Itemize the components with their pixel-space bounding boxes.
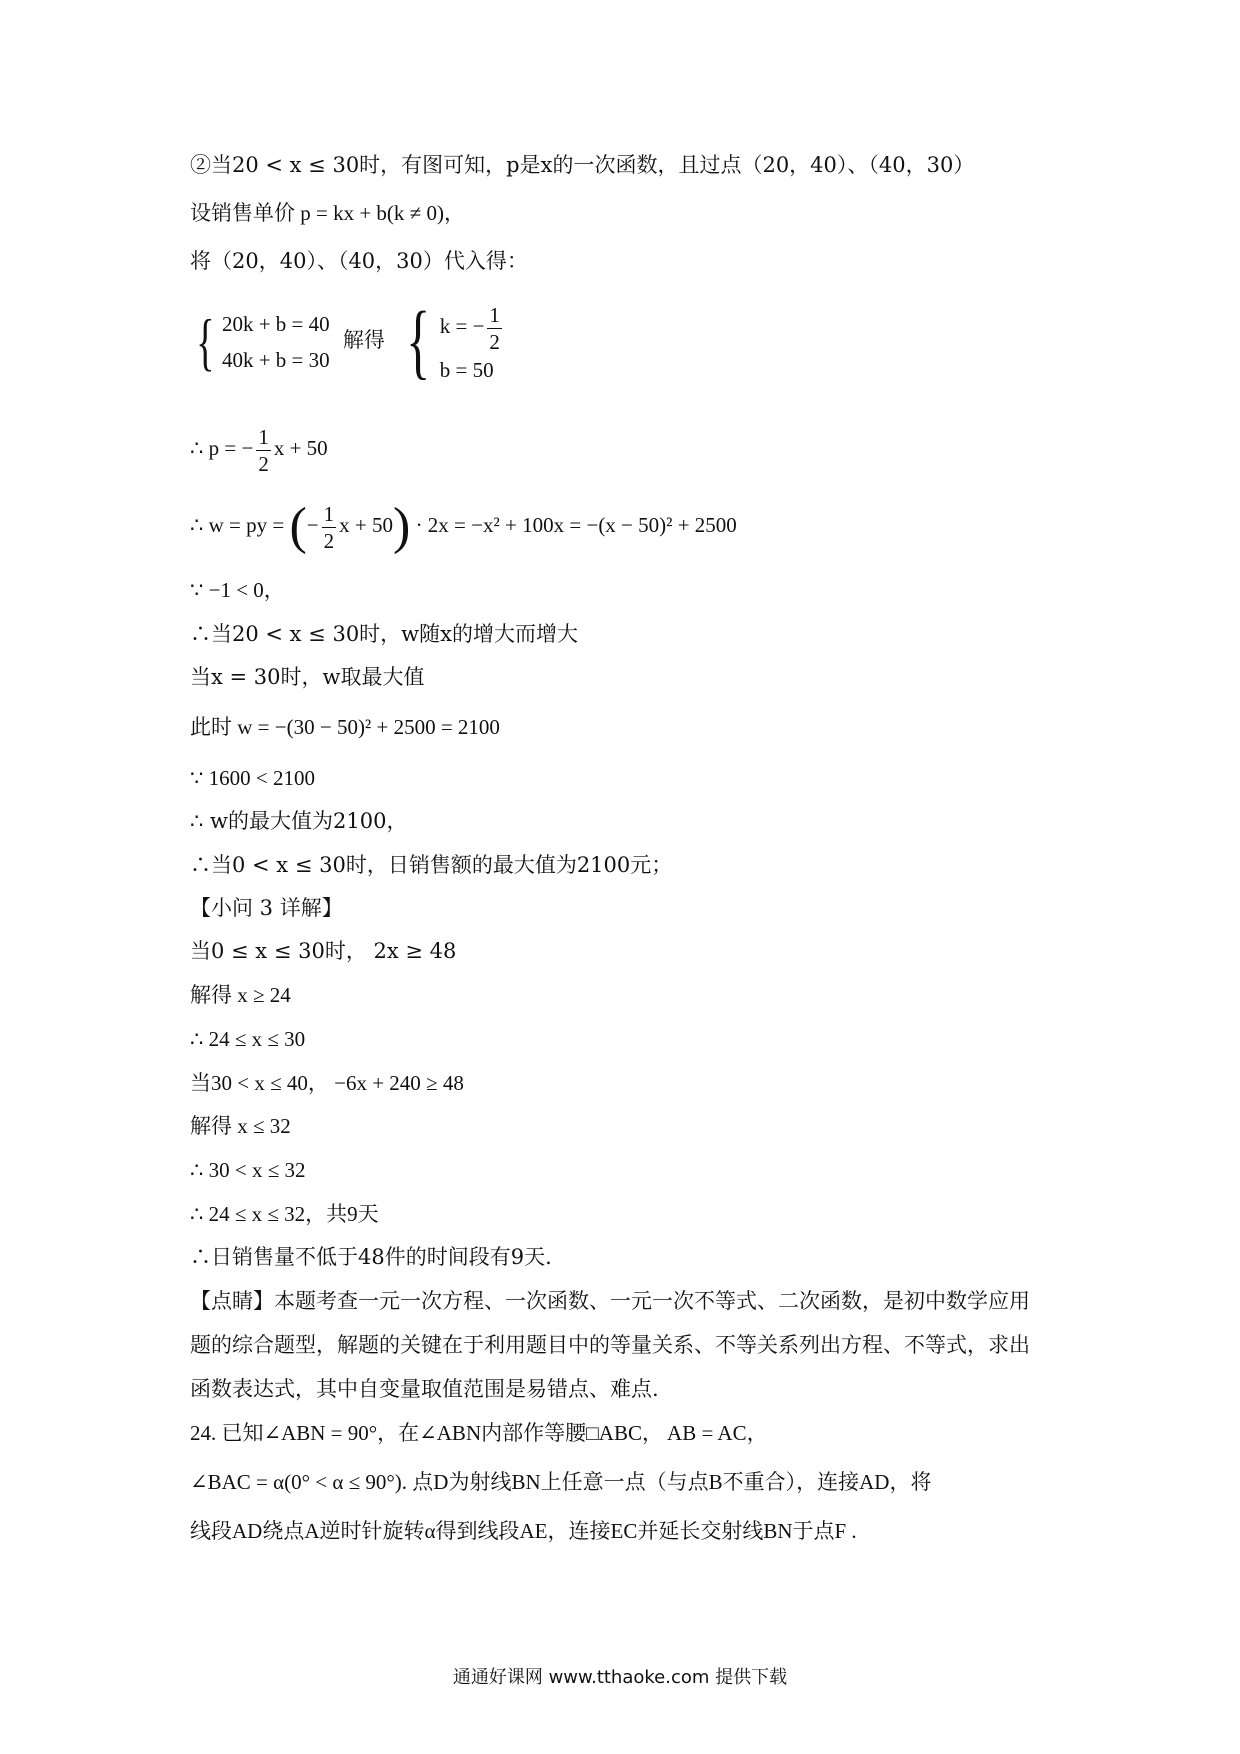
text-line-15: 当0 ≤ x ≤ 30时， 2x ≥ 48 <box>190 939 457 963</box>
system-left <box>222 306 330 378</box>
fraction <box>322 501 337 554</box>
text-line-17: ∴ 24 ≤ x ≤ 30 <box>190 1027 306 1051</box>
section-heading-q3: 【小问 3 详解】 <box>190 896 343 920</box>
fraction <box>487 302 502 355</box>
problem-24-line-2: ∠BAC = α(0° < α ≤ 90°). 点D为射线BN上任意一点（与点B不重合），连接AD，将 <box>190 1470 932 1494</box>
w-expr-pre: ∴ w = py = <box>190 513 285 537</box>
solution-k-text: k = − <box>439 314 485 338</box>
text-line-16: 解得 x ≥ 24 <box>190 983 291 1007</box>
right-brace: { <box>406 295 431 389</box>
left-brace: { <box>196 306 215 378</box>
solution-b: b = 50 <box>439 357 494 382</box>
text-line-18: 当30 < x ≤ 40， −6x + 240 ≥ 48 <box>190 1071 464 1095</box>
left-paren: ( <box>289 498 307 556</box>
solve-label: 解得 <box>342 328 385 353</box>
fraction-denominator: 2 <box>489 329 500 354</box>
text-line-22: ∴日销售量不低于48件的时间段有9天. <box>190 1245 552 1269</box>
page-footer: 通通好课网 www.tthaoke.com 提供下载 <box>452 1667 788 1688</box>
p-expr-pre: ∴ p = − <box>190 436 254 460</box>
problem-24-line-1: 24. 已知∠ABN = 90°，在∠ABN内部作等腰□ABC， AB = AC， <box>190 1421 768 1445</box>
w-inner-post: x + 50 <box>339 513 393 537</box>
text-line-12: ∴ w的最大值为2100， <box>190 809 408 833</box>
fraction <box>256 424 271 477</box>
text-line-p <box>190 418 328 478</box>
fraction-numerator: 1 <box>489 302 500 327</box>
text-line-3: 将（20，40）、（40，30）代入得： <box>190 249 528 273</box>
text-line-9: 当x = 30时，w取最大值 <box>190 665 425 689</box>
text-line-19: 解得 x ≤ 32 <box>190 1114 291 1138</box>
fraction-denominator: 2 <box>323 528 335 553</box>
w-inner-pre: − <box>306 513 319 537</box>
text-line-20: ∴ 30 < x ≤ 32 <box>190 1158 306 1182</box>
comment-line-2: 题的综合题型，解题的关键在于利用题目中的等量关系、不等关系列出方程、不等式，求出 <box>190 1333 1030 1357</box>
system-eq-2: 40k + b = 30 <box>221 348 330 373</box>
p-expr-post: x + 50 <box>273 436 328 460</box>
text-line-21: ∴ 24 ≤ x ≤ 32，共9天 <box>190 1202 379 1226</box>
fraction-numerator: 1 <box>323 501 335 526</box>
text-line-8: ∴当20 < x ≤ 30时，w随x的增大而增大 <box>190 622 578 646</box>
comment-line-3: 函数表达式，其中自变量取值范围是易错点、难点. <box>190 1377 659 1401</box>
text-line-1: ②当20 < x ≤ 30时，有图可知，p是x的一次函数，且过点（20，40）、（40，30） <box>190 153 975 177</box>
text-line-2: 设销售单价 p = kx + b(k ≠ 0)， <box>190 201 465 225</box>
w-expr-post: · 2x = −x² + 100x = −(x − 50)² + 2500 <box>415 513 737 537</box>
problem-24-line-3: 线段AD绕点A逆时针旋转α得到线段AE，连接EC并延长交射线BN于点F . <box>190 1519 857 1543</box>
right-paren: ) <box>392 498 411 556</box>
solution-k <box>440 300 505 355</box>
text-line-11: ∵ 1600 < 2100 <box>190 766 315 790</box>
system-eq-1: 20k + b = 40 <box>221 312 330 337</box>
text-line-w <box>190 495 737 555</box>
fraction-denominator: 2 <box>258 451 269 476</box>
text-line-7: ∵ −1 < 0， <box>190 578 285 602</box>
text-line-10: 此时 w = −(30 − 50)² + 2500 = 2100 <box>190 715 500 739</box>
text-line-13: ∴当0 < x ≤ 30时，日销售额的最大值为2100元； <box>190 853 673 877</box>
system-right <box>440 300 505 385</box>
comment-line-1: 【点睛】本题考查一元一次方程、一次函数、一元一次不等式、二次函数，是初中数学应用 <box>190 1289 1030 1313</box>
equation-system <box>190 295 505 390</box>
fraction-numerator: 1 <box>258 424 269 449</box>
